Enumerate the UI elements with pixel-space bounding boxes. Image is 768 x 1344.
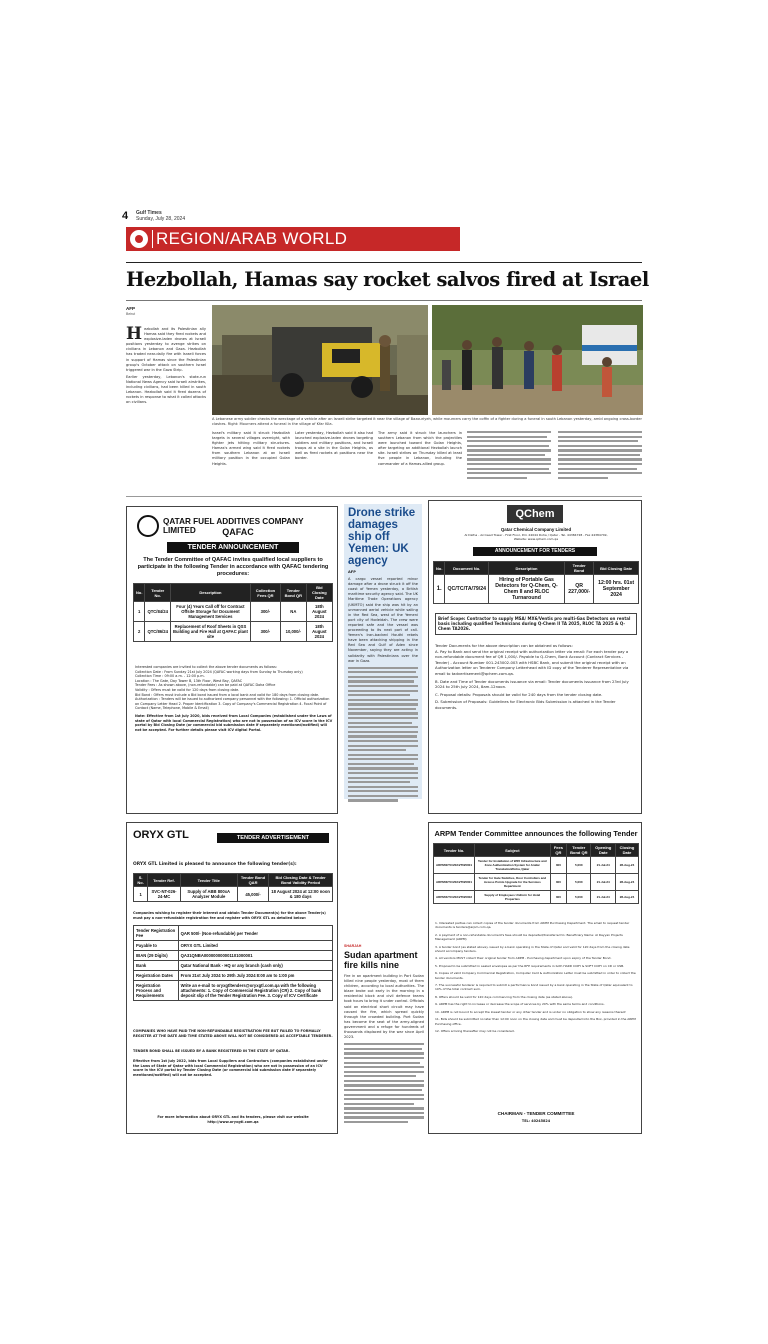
table-cell: Hiring of Portable Gas Detectors for Q-Chem, Q-Chem II and RLOC Turnaround [488,575,564,604]
qchem-address: Al Dafna - Arrowad Tower - First Floor, P.O. 24044 Doha / Qatar - Tel. 44384728 - Fax 44384749, Website: www.qchem.com.qa [464,533,608,541]
table-cell: 1. [434,575,445,604]
table-row [134,941,333,951]
body-column-5 [558,431,642,481]
body-text-lines [558,431,642,479]
headline-rule [126,300,642,301]
oryx-bond-note: TENDER BOND SHALL BE ISSUED BY A BANK REGISTERED IN THE STATE OF QATAR. [133,1049,290,1053]
qchem-col-header: Tender Bond [565,562,594,575]
oryx-table-wrap [133,873,333,902]
qafac-banner: TENDER ANNOUNCEMENT [167,542,299,553]
table-cell: Tender for Installation of WIFI Infrastructure and Zone Authentication System for Arabic Translation/Doha, Qatar [475,857,551,874]
oryx-col-header: Bid Closing Date & Tender Bond Validity Period [269,874,333,887]
table-cell: 300/- [250,622,280,642]
table-row [134,622,333,642]
qchem-company-name: Qatar Chemical Company Limited [500,527,572,532]
oryx-col-header: Tender Ref. [148,874,180,887]
arpm-conditions [435,921,637,1033]
table-cell: QTC/86/24 [145,622,171,642]
qchem-banner: ANNOUNCEMENT FOR TENDERS [473,547,597,556]
qafac-col-header: Collection Fees QR [250,584,280,602]
qafac-col-header: Bid Closing Date [306,584,332,602]
qafac-table-wrap [133,583,333,642]
table-cell: 5,000 [567,874,591,891]
table-cell: QC/TC/TA/79/24 [445,575,489,604]
body-paragraph: Earlier yesterday, Lebanon's state-run National News Agency said Israeli airstrikes, including civilians, had been killed in south Lebanon. Hezbollah said it fired dozens of rockets in response to what it called attacks on civilians. [126,374,206,405]
arpm-condition: 10. ARPM is not bound to accept the lowest tender or any other tender and is under no obligation to show any reasons thereof. [435,1009,627,1014]
body-paragraph: The army said it struck the launchers in southern Lebanon from which the projectiles were launched toward the Golan Heights, after targeting an additional Hezbollah launch site. Israeli strikes on Thursday killed at least five people in Lebanon, including the commander of a Hamas-allied group. [378,431,462,466]
table-cell: IBAN (29 Digits) [134,951,179,961]
fire-body [344,974,424,1126]
table-cell: Bank [134,961,179,971]
photo-vehicle-wreckage [212,305,428,415]
oryx-col-header: S. No. [134,874,148,887]
arpm-table-wrap [433,843,639,904]
drone-byline: AFP [348,570,356,574]
qchem-col-header: Document No. [445,562,489,575]
arpm-condition: 8. Offers should be valid for 120 days commencing from the closing date (as stated above). [435,994,573,999]
table-cell: Replacement of Roof Sheets in QSS Building and Fire Hall at QAFAC plant site [170,622,250,642]
table-cell: ARPM/2/TC/2024/TN/0001 [434,857,475,874]
oryx-info-table [133,925,333,1001]
qchem-step: D. Submission of Proposals: Guidelines for Electronic Bids Submission is attached in the Tender documents. [435,699,616,710]
drone-text-lines [344,664,422,807]
photo-funeral [432,305,643,415]
table-row [134,951,333,961]
section-banner [126,227,460,251]
arpm-col-header: Tender Bond QR [567,844,591,857]
oryx-col-header: Tender Bond QAR [237,874,268,887]
table-cell: 300 [550,857,567,874]
table-cell: 10,000/- [280,622,306,642]
arpm-tel: TEL: 40245824 [521,1119,551,1123]
table-row [434,575,639,604]
table-cell: From 21st July 2024 to 29th July 2024 8:00 am to 1:00 pm [178,971,332,981]
byline: AFP [126,306,135,311]
table-cell: Tender Registration Fee [134,926,179,941]
arpm-condition: 1. Interested parties can collect copies of the tender documents from ARPM Purchasing Department. The email to request tender documents is tenders@arpm.com.qa. [435,921,630,930]
arpm-condition: 7. The successful tenderer is required to submit a performance bond issued by a bank operating in the State of Qatar equivalent to 10% of the total contract sum. [435,983,633,992]
lead-text: ezbollah and its Palestinian ally Hamas said they fired rockets and explosive-laden drones at Israeli positions yesterday to avenge strikes on civilians in Lebanon and Gaza. Hezbollah has traded near-daily fire with Israeli forces in support of Hamas since the Palestinian group's October attack on southern Israel triggered war in the Gaza Strip. [126,327,206,372]
top-rule [126,262,642,263]
page-number: 4 [122,210,129,222]
qafac-col-header: Tender Bond QR [280,584,306,602]
qafac-company-name: QATAR FUEL ADDITIVES COMPANY LIMITED [163,517,304,535]
qafac-detail: Interested companies are invited to collect the above tender documents as follows: [135,665,277,669]
photo-funeral-illustration [432,305,643,415]
photo-caption: A Lebanese army soldier checks the wreckage of a vehicle after an Israeli strike targeted it near the village of Bazouriyeh, while mourners carry the coffin of a fighter during a funeral in south Lebanon yesterday, amid ongoing cross-border clashes. Right: Mourners attend a funeral in the village of Kfar Kila. [212,417,642,426]
fire-kicker: SHARJAH [344,944,362,948]
arpm-table [433,843,639,904]
table-row [134,971,333,981]
section-title: REGION/ARAB WORLD [156,229,348,248]
qafac-col-header: No. [134,584,145,602]
table-cell: ARPM/4/TC/2024/TN/0002 [434,891,475,904]
body-paragraph: Israel's military said it struck Hezbollah targets in several villages overnight, with fighter jets hitting military structures. Hamas's armed wing said it fired rockets from southern Lebanon at an Israeli military position in the occupied Golan Heights. [212,431,290,466]
oryx-col-header: Tender Title [180,874,237,887]
section-divider [152,230,153,248]
qafac-col-header: Description [170,584,250,602]
table-cell: ORYX GTL Limited [178,941,332,951]
qafac-logo-icon [137,515,159,537]
table-cell: 18th August 2024 [306,602,332,622]
qafac-intro: The Tender Committee of QAFAC invites qualified local suppliers to participate in the following Tender in accordance with QAFAC tendering procedures: [137,557,329,577]
oryx-logo: ORYX GTL [133,829,189,841]
qafac-note: Note: Effective from 1st July 2020, bids received from Local Companies (established under the Laws of state of Qatar with local Commercial Registration) who are not in possession of an ICV score in the ICV portal by Bid Closing Date (or commercial bid submission date if separately mentioned/notified) will not be accepted. For further details please visit ICV digital Portal. [135,713,333,732]
table-cell: 12:00 hrs. 01st September 2024 [594,575,639,604]
section-logo-icon [130,230,148,248]
qchem-step: B. Date and Time of Tender documents issuance via email: Tender documents issuance from 23rd July 2024 to 25th July 2024, 8am-12noon. [435,678,629,690]
table-row [434,857,639,874]
oryx-table-header [134,874,333,887]
table-cell: 21-Jul-24 [591,891,616,904]
table-row [434,874,639,891]
drone-story-box [344,504,422,799]
arpm-condition: 6. Copies of valid Company Commercial Registration, Computer Card & Authorization Letter must be submitted in order to collect the tender documents. [435,971,636,980]
table-cell: 21-Jul-24 [591,857,616,874]
masthead-name: Gulf Times [136,210,162,216]
qafac-details [135,665,333,732]
table-cell: QA31QNBA000000000001101000001 [178,951,332,961]
table-cell: QTC/84/24 [145,602,171,622]
qafac-short-name: QAFAC [222,527,254,537]
qchem-step: C. Proposal details: Proposals should be valid for 240 days from the tender closing date. [435,691,603,697]
arpm-condition: 9. ARPM has the right to increase or decrease the scope of services by 20% with the same terms and conditions. [435,1002,605,1007]
masthead [136,210,185,222]
qchem-table [433,561,639,604]
table-cell: Write an e-mail to oryxgtltenders@oryxgtl.com.qa with the following attachments: 1. Copy of Commercial Registration (CR) 2. Copy of bank deposit slip of the Tender Registration Fee. 3. Copy of ICV Certificate [178,981,332,1001]
photo-vehicle-illustration [212,305,428,415]
table-cell: 28-Aug-24 [615,891,638,904]
table-cell: 5,000 [567,857,591,874]
fire-headline: Sudan apartment fire kills nine [344,950,418,970]
qchem-col-header: Description [488,562,564,575]
table-cell: QAR 500/- (Non-refundable) per Tender [178,926,332,941]
table-row [434,891,639,904]
arpm-condition: 12. Offers arriving thereafter may not be considered. [435,1028,515,1033]
qchem-table-wrap [433,561,639,604]
qafac-detail: Collection Date : From Sunday 21st July 2024 (QAFAC working days from Sunday to Thursday only) [135,669,303,674]
oryx-banner: TENDER ADVERTISEMENT [217,833,329,843]
table-row [134,926,333,941]
arpm-condition: 3. A tender bond (as stated above), issued by a bank operating in the State of Qatar and valid for 120 days from the closing date should accompany tenders. [435,944,630,954]
qafac-detail: Tender Fees : As shown above, (non-refundable) can be paid at QAFAC Doha Office [135,683,276,688]
arpm-condition: 11. Bids should be submitted no later than 12:00 noon on the closing date and must be deposited into the Box, provided in the ARPM Purchasing office. [435,1017,636,1026]
arpm-condition: 5. Proposal to be submitted in sealed envelopes as per the RFP requirements in both HARD COPY & SOFT COPY on CD or USB. [435,963,625,968]
qafac-tender-ad [126,506,338,814]
qafac-detail: Bid Bond : Offers must include a Bid bond issued from a local bank and valid for 180 days from closing date. [135,692,320,697]
arpm-col-header: Opening Date [591,844,616,857]
arpm-condition: 2. A payment of a non-refundable document's fees should be deposited/transferred to: Beneficiary Name: Al Rayyan Projects Management (ARPM) [435,932,623,942]
body-column-3 [378,431,462,467]
qchem-brief-scope: Brief Scope: Contractor to supply MSA/ MX6/Ventis pro multi-Gas Detectors on rental basis including qualified Technicians during Q-Chem II TA 2025, RLOC TA 2025 & Q-Chem TA2026. [435,613,637,635]
table-cell: 2 [134,622,145,642]
qchem-col-header: No. [434,562,445,575]
oryx-tender-ad [126,822,338,1134]
table-cell: 45,000/- [237,887,268,902]
qchem-tender-ad [428,500,642,814]
table-cell: 21-Jul-24 [591,874,616,891]
table-cell: ARPM/3/TC/2024/TN/0001 [434,874,475,891]
arpm-condition: 4. All vendors MUST collect their original tender from ARPM - Purchasing department upon expiry of the Tender Bond. [435,956,612,961]
table-cell: Supply of Employees Uniform for Hotel Properties [475,891,551,904]
arpm-signature: CHAIRMAN - TENDER COMMITTEE [497,1111,575,1116]
arpm-col-header: Tender No. [434,844,475,857]
qafac-detail: Validity : Offers must be valid for 120 days from closing date. [135,687,240,692]
qchem-logo: QChem [507,505,563,523]
masthead-date: Sunday, July 28, 2024 [136,216,186,222]
body-column-1 [212,431,290,467]
arpm-table-header [434,844,639,857]
oryx-instruction: Companies wishing to register their interest and obtain Tender Document(s) for the above Tender(s) must pay a non-refundable registration fee and register with ORYX GTL as detailed below: [133,911,326,920]
body-column-4 [467,431,551,481]
body-text-lines [467,431,551,479]
qafac-detail: Collection Time : 09:00 a.m. - 12:00 p.m. [135,674,205,679]
table-cell: 5,000 [567,891,591,904]
oryx-footer: For more information about ORYX GTL and its tenders, please visit our website http://www.oryxgtl.com.qa [157,1115,309,1124]
oryx-intro: ORYX GTL Limited is pleased to announce the following tender(s): [133,862,297,867]
table-cell: Registration Dates [134,971,179,981]
lead-column [126,324,206,405]
table-cell: Qatar National Bank - HQ or any branch (cash only) [178,961,332,971]
body-column-2 [295,431,373,462]
newspaper-page [122,206,649,1138]
arpm-tender-ad [428,822,642,1134]
oryx-effective: Effective from 1st July 2022, bids from Local Suppliers and Contractors (companies established under the Laws of State of Qatar with local Commercial Registration) who are not in possession of an ICV score in the ICV portal by Tender Closing Date (or commercial bid submission date if separately mentioned/notified) will not be accepted. [133,1059,328,1077]
table-cell: Registration Process and Requirements [134,981,179,1001]
table-cell: 18 August 2024 at 12:00 noon & 180 days [269,887,333,902]
qchem-step: Tender Documents for the above description can be obtained as follows: [435,643,573,648]
qafac-table [133,583,333,642]
qchem-steps [435,643,637,711]
table-row [134,887,333,902]
body-paragraph: Later yesterday, Hezbollah said it also had launched explosive-laden drones targeting soldiers and military positions, and Israeli troops at a site in the Golan Heights, as well as fired rockets at positions near the border. [295,431,373,461]
fire-text-lines [344,1043,424,1123]
oryx-warning: COMPANIES WHO HAVE PAID THE NON-REFUNDABLE REGISTRATION FEE BUT FAILED TO FORMALLY REGISTER AT THE DATE AND TIME STATED ABOVE WILL NOT BE CONSIDERED AS ACCEPTABLE TENDERER. [133,1029,333,1038]
arpm-col-header: Subject [475,844,551,857]
fire-body-text: Fire in an apartment building in Port Sudan killed nine people yesterday, most of them children, according to local authorities. The blaze broke out early in the morning in a residential block and civil defence teams took hours to bring it under control. Officials said an electrical short circuit may have caused the fire, which spread quickly through the crowded building. Port Sudan has become the seat of the army-aligned government and a refuge for hundreds of thousands displaced by the war since April 2023. [344,974,424,1040]
table-cell: 18th August 2024 [306,622,332,642]
qchem-table-header [434,562,639,575]
page-header [122,210,646,224]
arpm-col-header: Closing Date [615,844,638,857]
table-cell: 28-Aug-24 [615,857,638,874]
dateline: Beirut [126,312,136,316]
table-cell: Supply of ABB 800xA Analyzer Module [180,887,237,902]
table-cell: SVC-NT-026-24-MC [148,887,180,902]
qafac-col-header: Tender No. [145,584,171,602]
table-row [134,961,333,971]
oryx-info-wrap [133,925,333,1001]
ads-rule [126,496,642,497]
table-cell: Tender for Gate Switches, Door Controllers and Access Points Upgrade for the Services Department [475,874,551,891]
table-cell: 1 [134,887,148,902]
table-cell: QR 227,000/- [565,575,594,604]
drone-headline: Drone strike damages ship off Yemen: UK agency [348,507,416,567]
table-cell: 1 [134,602,145,622]
main-headline: Hezbollah, Hamas say rocket salvos fired at Israel [126,268,649,291]
drone-body: A cargo vessel reported minor damage after a drone struck it off the coast of Yemen yesterday, a British maritime security agency said. The UK Maritime Trade Operations agency (UKMTO) said the ship was hit by an unmanned aerial vehicle while sailing in the Red Sea, west of the Yemeni port city of Hodeidah. The crew were reported safe and the vessel was proceeding to its next port of call. Yemen's Iran-backed Houthi rebels have been attacking shipping in the Red Sea and Gulf of Aden since November, saying they are acting in solidarity with Palestinians over the war in Gaza. [348,577,418,663]
table-cell: Payable to [134,941,179,951]
qchem-step: A. Pay to Bank and send the original receipt with authorization letter via email: For each tender pay a non-refundable document fee of QR 1,000/- Payable to Q-Chem, Bank Account (Contract Services - Tender) - Account Number 001-243002-003 with HSBC Bank, and submit the original receipt with an Authorization letter on Tenderer Company Letterhead with ID copy of the Tenderer Representative via email to tadvertisement@qchem.com.qa. [435,648,629,676]
table-cell: Four (4) Years Call off for Contract Offsite Storage for Document Management Services [170,602,250,622]
table-row [134,981,333,1001]
arpm-title: ARPM Tender Committee announces the following Tender [434,829,638,838]
arpm-col-header: Fees QR [550,844,567,857]
qchem-col-header: Bid Closing Date [594,562,639,575]
qafac-table-header [134,584,333,602]
table-cell: 300 [550,891,567,904]
table-cell: NA [280,602,306,622]
qafac-detail: Authorization : Tenders will be issued to authorized company personnel with the following: 1. Official authorization on Company Letter Head 2. Proper Identification 3. Copy of Company's Commercial Registration 4. Focal Point of Contact (Name, Telephone, Mobile & Email) [135,697,330,711]
table-cell: 300 [550,874,567,891]
oryx-table [133,873,333,902]
qafac-detail: Location : The Gate, Day Tower B, 13th Floor, West Bay, QAFAC [135,678,243,683]
table-row [134,602,333,622]
dropcap: H [126,324,143,344]
table-cell: 300/- [250,602,280,622]
table-cell: 28-Aug-24 [615,874,638,891]
